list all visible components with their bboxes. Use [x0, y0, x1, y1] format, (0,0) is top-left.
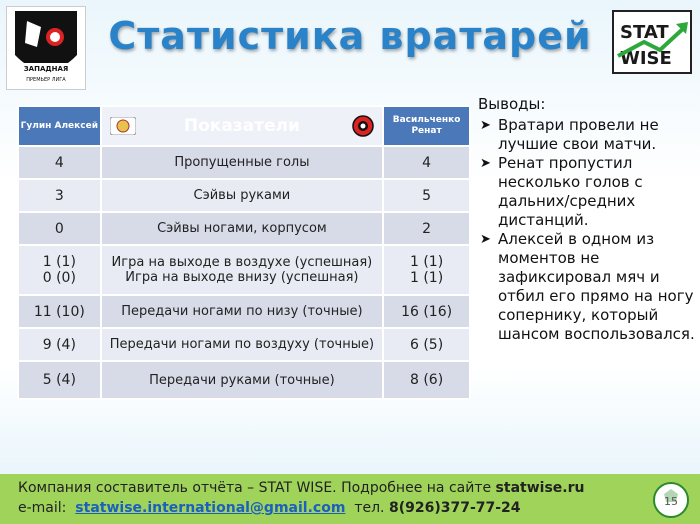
metric-label-air: Игра на выходе в воздухе (успешная)	[111, 255, 373, 270]
left-value: 5 (4)	[18, 361, 101, 399]
metric-label: Передачи ногами по низу (точные)	[101, 295, 383, 328]
email-link[interactable]: statwise.international@gmail.com	[75, 500, 346, 516]
right-value: 4	[383, 146, 470, 179]
conclusions-heading: Выводы:	[478, 95, 546, 113]
logo-text-wise: WISE	[620, 48, 672, 69]
right-value-ground: 1 (1)	[409, 270, 444, 286]
arrow-bullet-icon: ➤	[480, 232, 491, 247]
right-value: 5	[383, 179, 470, 212]
right-value: 8 (6)	[383, 361, 470, 399]
player-right-name: Васильченко Ренат	[383, 106, 470, 146]
list-item	[478, 154, 700, 230]
page-title: Статистика вратарей	[108, 14, 592, 58]
arrow-bullet-icon: ➤	[480, 156, 491, 171]
email-label: e-mail:	[18, 500, 67, 516]
metric-label	[101, 245, 383, 295]
right-value: 2	[383, 212, 470, 245]
footer-contact-line	[18, 500, 521, 516]
page-number: 15	[664, 495, 678, 508]
metric-label: Сэйвы ногами, корпусом	[101, 212, 383, 245]
left-value-ground: 0 (0)	[42, 270, 76, 286]
conclusions-panel	[478, 95, 700, 344]
table-row	[18, 146, 470, 179]
team-crest-icon	[352, 115, 374, 137]
table-row	[18, 245, 470, 295]
footer-bar	[0, 474, 700, 524]
right-value: 16 (16)	[383, 295, 470, 328]
logo-text-stat: STAT	[620, 22, 669, 43]
table-row	[18, 328, 470, 361]
left-value: 3	[18, 179, 101, 212]
left-value: 4	[18, 146, 101, 179]
table-header-row	[18, 106, 470, 146]
metric-label: Сэйвы руками	[101, 179, 383, 212]
left-value: 9 (4)	[18, 328, 101, 361]
header-indicators	[101, 106, 383, 146]
footer-company-line	[18, 480, 584, 496]
metric-label: Передачи ногами по воздуху (точные)	[101, 328, 383, 361]
team-badge-icon	[110, 117, 136, 135]
header-label: Показатели	[183, 116, 300, 136]
svg-text:ПРЕМЬЕР ЛИГА: ПРЕМЬЕР ЛИГА	[26, 77, 66, 83]
metric-label-ground: Игра на выходе внизу (успешная)	[125, 270, 359, 285]
svg-text:ЗАПАДНАЯ: ЗАПАДНАЯ	[23, 65, 69, 73]
metric-label: Передачи руками (точные)	[101, 361, 383, 399]
conclusion-text: Ренат пропустил несколько голов с дальних/средних дистанций.	[498, 154, 643, 229]
site-link[interactable]: statwise.ru	[495, 480, 585, 496]
list-item	[478, 116, 700, 154]
footer-company-text: Компания составитель отчёта – STAT WISE. Подробнее на сайте	[18, 480, 496, 496]
goalkeeper-stats-table	[17, 105, 471, 400]
arrow-bullet-icon: ➤	[480, 118, 491, 133]
left-value: 11 (10)	[18, 295, 101, 328]
right-value: 6 (5)	[383, 328, 470, 361]
left-value-air: 1 (1)	[42, 254, 76, 270]
phone-label: тел.	[354, 500, 385, 516]
page-number-ball-icon	[650, 481, 692, 519]
metric-label: Пропущенные голы	[101, 146, 383, 179]
statwise-logo	[612, 10, 692, 74]
left-value: 0	[18, 212, 101, 245]
right-value-air: 1 (1)	[409, 254, 444, 270]
table-row	[18, 361, 470, 399]
player-left-name: Гулин Алексей	[18, 106, 101, 146]
conclusion-text: Алексей в одном из моментов не зафиксировал мяч и отбил его прямо на ногу сопернику, который шансом воспользовался.	[498, 230, 695, 343]
table-row	[18, 295, 470, 328]
list-item	[478, 230, 700, 344]
phone-number: 8(926)377-77-24	[388, 500, 521, 516]
table-row	[18, 212, 470, 245]
right-value	[383, 245, 470, 295]
table-row	[18, 179, 470, 212]
left-value	[18, 245, 101, 295]
conclusion-text: Вратари провели не лучшие свои матчи.	[498, 116, 659, 153]
conclusions-list	[478, 116, 700, 344]
